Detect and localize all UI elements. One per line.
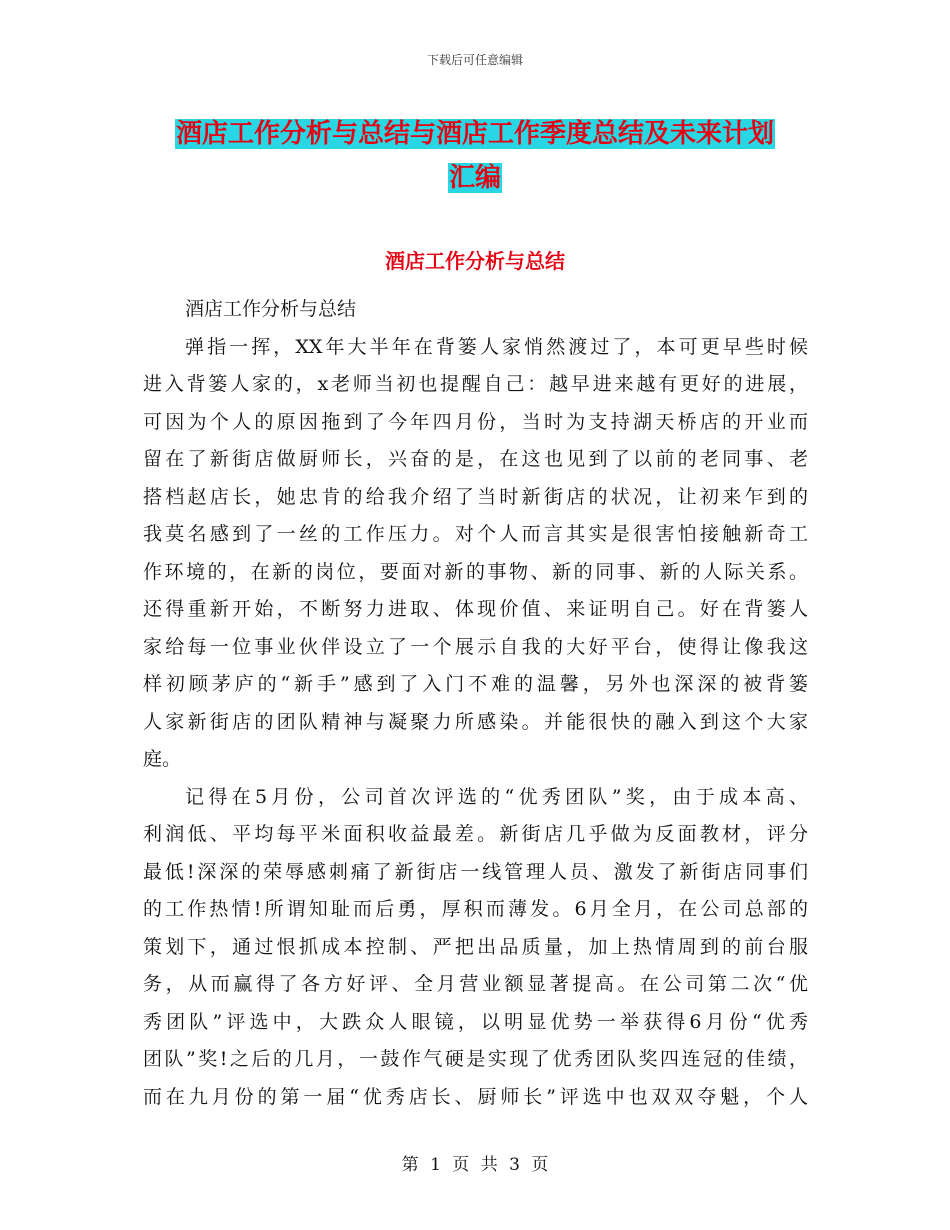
body-line: 记得在5月份，公司首次评选的“优秀团队”奖，由于成本高、 [185, 785, 808, 808]
body-line: 酒店工作分析与总结 [185, 298, 357, 320]
body-line: 最低!深深的荣辱感刺痛了新街店一线管理人员、激发了新街店同事们 [143, 860, 808, 883]
body-line: 的工作热情!所谓知耻而后勇，厚积而薄发。6月全月，在公司总部的 [143, 898, 808, 920]
body-line: 家给每一位事业伙伴设立了一个展示自我的大好平台，使得让像我这 [143, 635, 808, 658]
document-title-line-1: 酒店工作分析与总结与酒店工作季度总结及未来计划 [175, 119, 774, 149]
body-line: 人家新街店的团队精神与凝聚力所感染。并能很快的融入到这个大家 [143, 710, 808, 733]
body-line: 作环境的，在新的岗位，要面对新的事物、新的同事、新的人际关系。 [143, 560, 808, 583]
body-line: 策划下，通过恨抓成本控制、严把出品质量，加上热情周到的前台服 [143, 935, 808, 958]
body-line: 还得重新开始，不断努力进取、体现价值、来证明自己。好在背篓人 [143, 598, 808, 620]
section-heading: 酒店工作分析与总结 [385, 249, 565, 273]
body-line: 可因为个人的原因拖到了今年四月份，当时为支持湖天桥店的开业而 [143, 410, 808, 433]
document-title-line-2: 汇编 [448, 163, 501, 193]
body-line: 而在九月份的第一届“优秀店长、厨师长”评选中也双双夺魁，个人 [143, 1085, 808, 1108]
document-title [120, 112, 830, 200]
page-footer: 第 1 页 共 3 页 [401, 1155, 549, 1175]
body-line: 秀团队”评选中，大跌众人眼镜，以明显优势一举获得6月份“优秀 [143, 1010, 808, 1033]
body-line: 我莫名感到了一丝的工作压力。对个人而言其实是很害怕接触新奇工 [143, 523, 808, 545]
body-text [143, 291, 808, 1116]
body-line: 利润低、平均每平米面积收益最差。新街店几乎做为反面教材，评分 [143, 823, 808, 845]
body-line: 务，从而赢得了各方好评、全月营业额显著提高。在公司第二次“优 [143, 973, 808, 995]
page-header: 下载后可任意编辑 [426, 53, 523, 67]
body-line: 进入背篓人家的，x老师当初也提醒自己：越早进来越有更好的进展， [143, 373, 808, 395]
body-line: 留在了新街店做厨师长，兴奋的是，在这也见到了以前的老同事、老 [143, 448, 808, 470]
body-line: 庭。 [143, 748, 182, 770]
body-line: 搭档赵店长，她忠肯的给我介绍了当时新街店的状况，让初来乍到的 [143, 485, 808, 508]
body-line: 弹指一挥，XX年大半年在背篓人家悄然渡过了，本可更早些时候 [185, 335, 808, 358]
body-line: 样初顾茅庐的“新手”感到了入门不难的温馨，另外也深深的被背篓 [143, 673, 808, 695]
body-line: 团队”奖!之后的几月，一鼓作气硬是实现了优秀团队奖四连冠的佳绩， [143, 1048, 808, 1070]
